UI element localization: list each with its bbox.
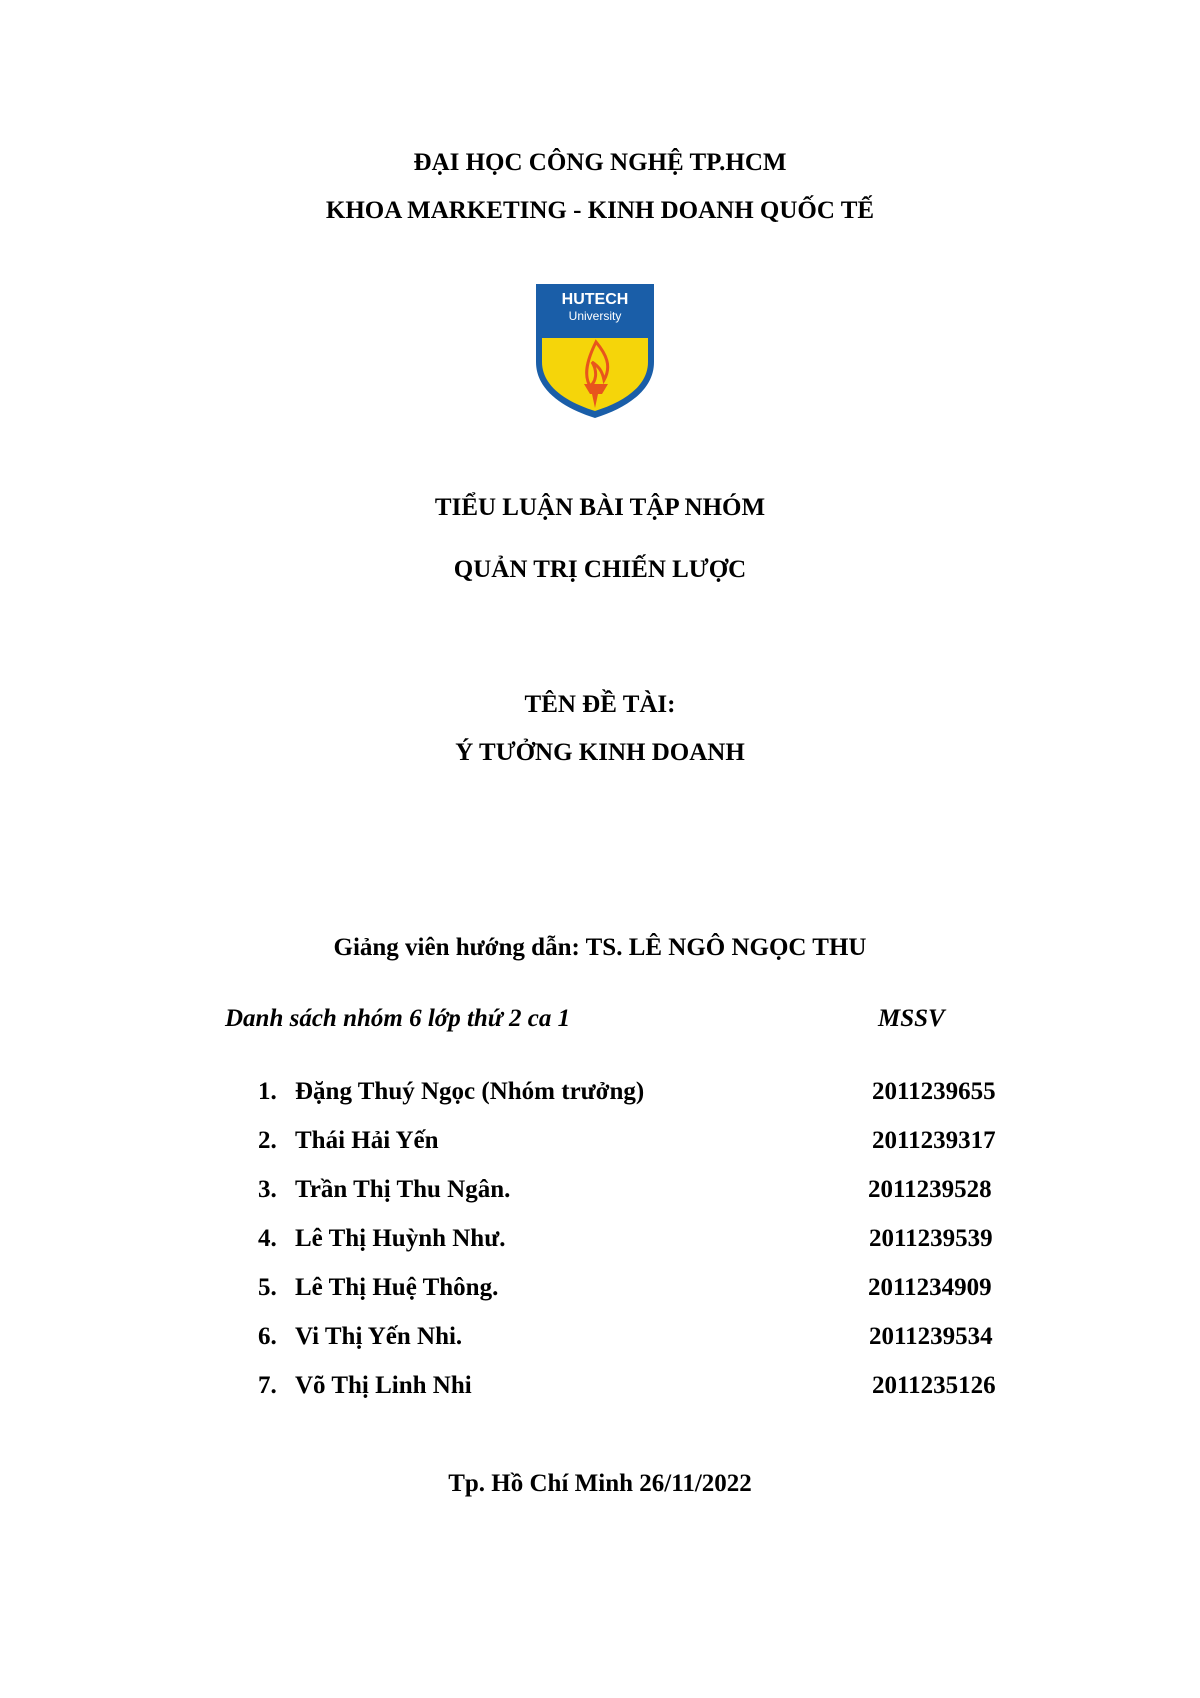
topic-label: TÊN ĐỀ TÀI:: [524, 691, 676, 718]
member-number: 3.: [258, 1176, 277, 1203]
member-name: Võ Thị Linh Nhi: [295, 1372, 472, 1399]
faculty-name: KHOA MARKETING - KINH DOANH QUỐC TẾ: [325, 197, 875, 224]
student-id-heading: MSSV: [878, 1005, 945, 1032]
member-id: 2011235126: [872, 1372, 996, 1399]
member-number: 7.: [258, 1372, 277, 1399]
member-list-heading: Danh sách nhóm 6 lớp thứ 2 ca 1: [225, 1005, 571, 1032]
hutech-logo: [532, 280, 658, 420]
member-row: [0, 1224, 1200, 1254]
member-id: 2011239655: [872, 1078, 996, 1105]
member-name: Trần Thị Thu Ngân.: [295, 1176, 511, 1203]
topic-name: Ý TƯỞNG KINH DOANH: [455, 739, 745, 766]
logo-text-university: University: [568, 309, 622, 323]
member-row: [0, 1322, 1200, 1352]
logo-text-hutech: HUTECH: [561, 291, 629, 308]
member-id: 2011234909: [868, 1274, 992, 1301]
course-name: QUẢN TRỊ CHIẾN LƯỢC: [453, 556, 747, 583]
university-name: ĐẠI HỌC CÔNG NGHỆ TP.HCM: [413, 149, 787, 176]
report-title: TIỂU LUẬN BÀI TẬP NHÓM: [434, 494, 766, 521]
member-number: 4.: [258, 1225, 277, 1252]
member-id: 2011239534: [869, 1323, 993, 1350]
member-row: [0, 1126, 1200, 1156]
member-id: 2011239539: [869, 1225, 993, 1252]
hutech-shield-icon: [532, 280, 658, 420]
member-name: Lê Thị Huỳnh Như.: [295, 1225, 506, 1252]
member-row: [0, 1371, 1200, 1401]
member-number: 5.: [258, 1274, 277, 1301]
member-row: [0, 1175, 1200, 1205]
member-row: [0, 1273, 1200, 1303]
member-name: Thái Hải Yến: [295, 1127, 439, 1154]
advisor-line: [0, 933, 1200, 963]
member-number: 1.: [258, 1078, 277, 1105]
member-name: Lê Thị Huệ Thông.: [295, 1274, 499, 1301]
advisor-name: TS. LÊ NGÔ NGỌC THU: [585, 934, 867, 961]
place-and-date: Tp. Hồ Chí Minh 26/11/2022: [448, 1470, 752, 1497]
member-name: Đặng Thuý Ngọc (Nhóm trưởng): [295, 1078, 645, 1105]
member-row: [0, 1077, 1200, 1107]
member-id: 2011239528: [868, 1176, 992, 1203]
member-name: Vi Thị Yến Nhi.: [295, 1323, 463, 1350]
member-number: 6.: [258, 1323, 277, 1350]
member-id: 2011239317: [872, 1127, 996, 1154]
member-number: 2.: [258, 1127, 277, 1154]
advisor-label: Giảng viên hướng dẫn:: [333, 934, 580, 961]
